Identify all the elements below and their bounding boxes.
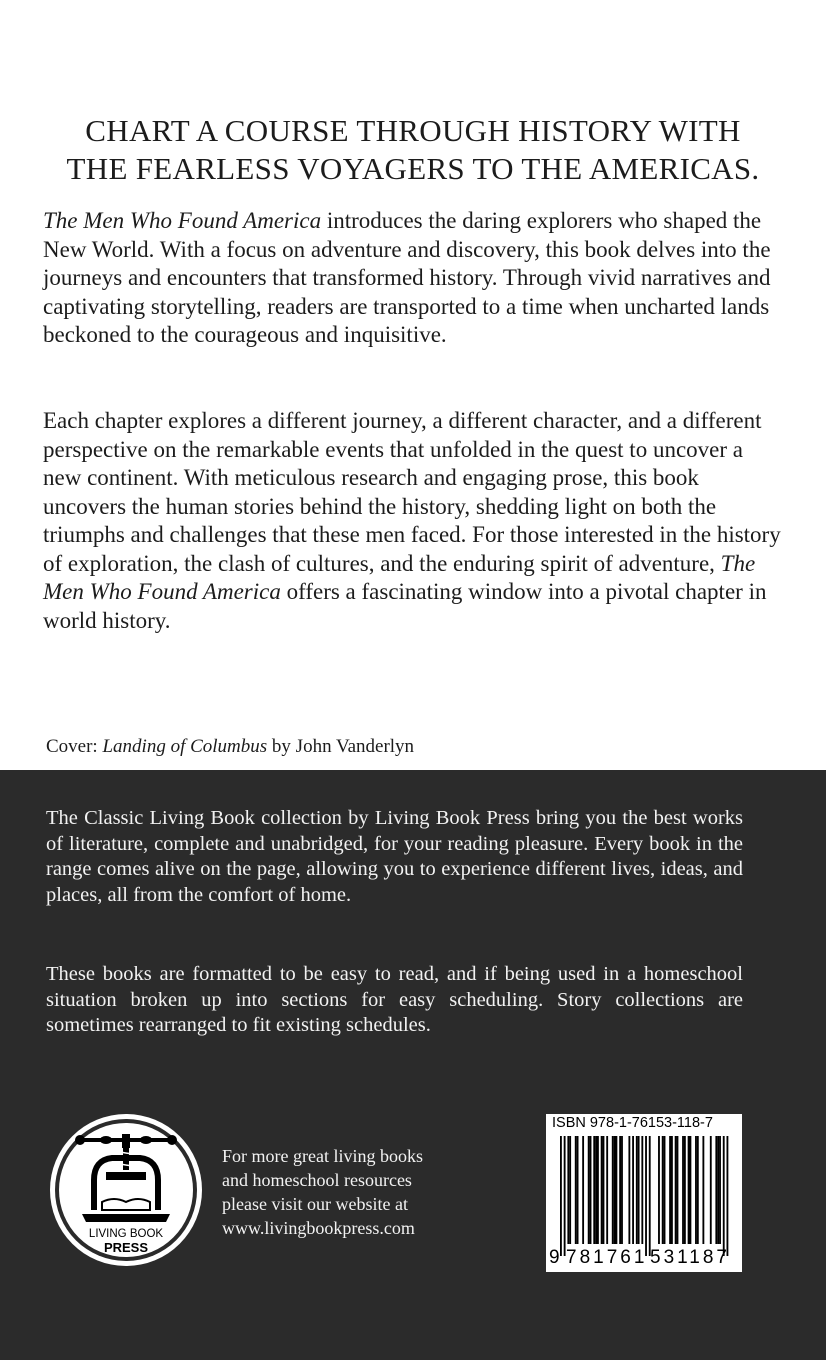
- barcode-bar: [597, 1136, 599, 1244]
- barcode-bar: [595, 1136, 597, 1244]
- blurb-paragraph-2: [43, 407, 783, 635]
- barcode-bar: [684, 1136, 686, 1244]
- publisher-panel: [0, 770, 826, 1360]
- barcode-bar: [690, 1136, 692, 1244]
- promo-line: For more great living books: [222, 1146, 423, 1166]
- headline-line-1: CHART A COURSE THROUGH HISTORY WITH: [85, 113, 741, 148]
- barcode-lead-digit: 9: [549, 1247, 560, 1268]
- book-title: The Men Who Found America: [43, 550, 756, 604]
- barcode-bar: [575, 1136, 577, 1244]
- barcode-bar: [601, 1136, 603, 1244]
- barcode-bar: [669, 1136, 671, 1244]
- living-book-press-logo: [46, 1110, 206, 1270]
- website-promo: [222, 1144, 472, 1240]
- barcode-bar: [590, 1136, 592, 1244]
- logo-line-1: LIVING BOOK: [88, 1228, 164, 1240]
- barcode-bar: [616, 1136, 618, 1244]
- barcode-right-group: 531187: [650, 1247, 730, 1268]
- barcode-bar: [702, 1136, 704, 1244]
- barcode-bar: [723, 1136, 725, 1256]
- barcode-bar: [567, 1136, 569, 1244]
- barcode-bar: [628, 1136, 630, 1244]
- publisher-paragraph-2: These books are formatted to be easy to read, and if being used in a homeschool situation broken up into sections for easy scheduling. Story collections are sometimes rearranged to fit existing schedules.: [46, 963, 743, 1036]
- barcode-bar: [636, 1136, 638, 1244]
- headline-line-2: THE FEARLESS VOYAGERS TO THE AMERICAS.: [66, 151, 760, 186]
- cover-credit-suffix: by John Vanderlyn: [267, 736, 415, 757]
- barcode-bar: [677, 1136, 679, 1244]
- barcode-bar: [603, 1136, 605, 1244]
- barcode-bar: [664, 1136, 666, 1244]
- blurb-paragraph-2-text-before: Each chapter explores a different journey, a different character, and a different perspective on the remarkable events that unfolded in the quest to uncover a new continent. With meticulous research and engaging prose, this book uncovers the human stories behind the history, shedding light on both the triumphs and challenges that these men faced. For those interested in the history of exploration, the clash of cultures, and the enduring spirit of adventure,: [43, 408, 781, 576]
- barcode-bar: [688, 1136, 690, 1244]
- barcode-bar: [695, 1136, 697, 1244]
- barcode-bar: [638, 1136, 640, 1244]
- barcode-bar: [614, 1136, 616, 1244]
- barcode-bar: [675, 1136, 677, 1244]
- logo-line-2: PRESS: [103, 1240, 149, 1255]
- isbn-barcode: [546, 1114, 742, 1272]
- barcode-bar: [593, 1136, 595, 1244]
- barcode-bar: [649, 1136, 651, 1256]
- barcode-bar: [632, 1136, 634, 1244]
- painting-title: Landing of Columbus: [102, 736, 268, 757]
- barcode-bar: [710, 1136, 712, 1244]
- promo-line: please visit our website at: [222, 1194, 408, 1214]
- cover-credit: [46, 736, 414, 758]
- barcode-digits: [546, 1247, 742, 1271]
- barcode-bar: [645, 1136, 647, 1256]
- isbn-label: ISBN 978-1-76153-118-7: [552, 1115, 713, 1131]
- barcode-bar: [619, 1136, 621, 1244]
- website-url: www.livingbookpress.com: [222, 1218, 415, 1238]
- barcode-bar: [641, 1136, 643, 1244]
- barcode-bar: [727, 1136, 729, 1256]
- barcode-bar: [606, 1136, 608, 1244]
- barcode-bar: [715, 1136, 717, 1244]
- barcode-bar: [719, 1136, 721, 1244]
- barcode-bar: [588, 1136, 590, 1244]
- barcode-bar: [717, 1136, 719, 1244]
- blurb-paragraph-2-text-after: offers a fascinating window into a pivotal chapter in world history.: [43, 579, 767, 633]
- barcode-bar: [564, 1136, 566, 1256]
- cover-credit-prefix: Cover:: [46, 736, 103, 757]
- barcode-bar: [682, 1136, 684, 1244]
- barcode-left-group: 781761: [566, 1247, 648, 1268]
- blurb-paragraph-1: [43, 207, 783, 350]
- barcode-bar: [697, 1136, 699, 1244]
- barcode-bar: [671, 1136, 673, 1244]
- barcode-bar: [582, 1136, 584, 1244]
- promo-line: and homeschool resources: [222, 1170, 412, 1190]
- blurb-paragraph-1-text: introduces the daring explorers who shaped the New World. With a focus on adventure and discovery, this book delves into the journeys and encounters that transformed history. Through vivid narratives and captivating storytelling, readers are transported to a time when uncharted lands beckoned to the courageous and inquisitive.: [43, 208, 771, 347]
- barcode-bar: [621, 1136, 623, 1244]
- barcode-bar: [569, 1136, 571, 1244]
- barcode-bar: [658, 1136, 660, 1244]
- book-title: The Men Who Found America: [43, 208, 322, 233]
- headline: [30, 112, 796, 188]
- publisher-paragraph-1: The Classic Living Book collection by Living Book Press bring you the best works of literature, complete and unabridged, for your reading pleasure. Every book in the range comes alive on the page, allowing you to experience different lives, ideas, and places, all from the comfort of home.: [46, 807, 743, 906]
- barcode-bar: [662, 1136, 664, 1244]
- barcode-bar: [612, 1136, 614, 1244]
- barcode-bar: [560, 1136, 562, 1256]
- barcode-bar: [577, 1136, 579, 1244]
